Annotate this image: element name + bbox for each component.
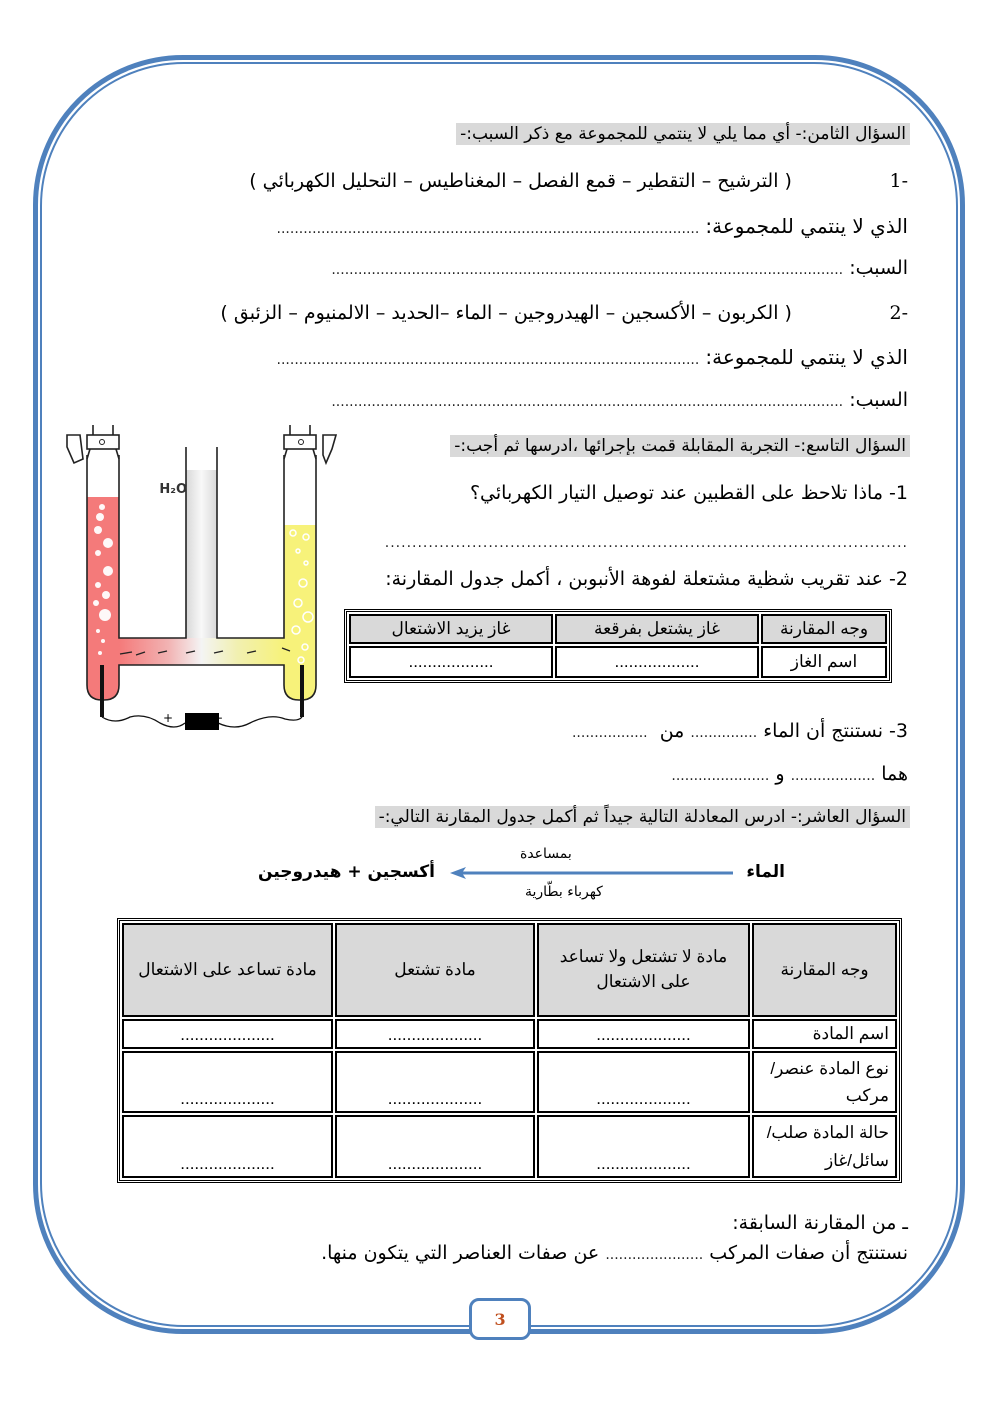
answer-cell[interactable]: .................... [335, 1019, 535, 1049]
row-label: نوع المادة عنصر/مركب [752, 1051, 897, 1113]
answer-cell[interactable]: .................... [335, 1115, 535, 1177]
q9-item-1-question: 1- ماذا تلاحظ على القطبين عند توصيل التيار الكهربائي؟ [469, 482, 908, 504]
q8-item-2-not-belong-blank[interactable]: ............................................................................................... [276, 352, 700, 368]
table-row [122, 1019, 897, 1049]
equation-condition-below: كهرباء بطّارية [525, 884, 603, 900]
equation-reactant: الماء [746, 862, 785, 882]
q8-item-2-reason-blank[interactable]: ................................................................................................................... [331, 394, 844, 410]
gas-comparison-table [344, 609, 892, 683]
table-header-cell: مادة تساعد على الاشتعال [122, 923, 333, 1017]
table-header-cell: غاز يشتعل بفرقعة [555, 614, 759, 644]
q8-item-1-reason-blank[interactable]: ................................................................................................................... [331, 262, 844, 278]
table-header-cell: مادة لا تشتعل ولا تساعد على الاشتعال [537, 923, 750, 1017]
row-label: اسم المادة [752, 1019, 897, 1049]
q8-item-1-reason-line: السبب: ................................................................................................................... [331, 257, 908, 279]
table-row [122, 1051, 897, 1113]
table-header-cell: وجه المقارنة [761, 614, 887, 644]
equation-condition-above: بمساعدة [520, 846, 572, 862]
q8-item-2-not-belong-line: الذي لا ينتمي للمجموعة: ............................................................................................... [276, 345, 908, 369]
q8-item-2-group [108, 302, 908, 324]
table-header-row [349, 614, 887, 644]
question-10-title: السؤال العاشر:- ادرس المعادلة التالية جيداً ثم أكمل جدول المقارنة التالي:- [375, 807, 910, 827]
question-8-title: السؤال الثامن:- أي مما يلي لا ينتمي للمجموعة مع ذكر السبب:- [456, 124, 910, 144]
q9-item-1-answer-blank[interactable]: ................................................................................................ [384, 535, 908, 551]
page-number: 3 [469, 1298, 531, 1340]
table-header-row [122, 923, 897, 1017]
q9-item-3-blank-3[interactable]: ................... [790, 768, 876, 784]
q9-item-3-line-2: هما ................... و ...................... [671, 763, 908, 785]
table-header-cell: وجه المقارنة [752, 923, 897, 1017]
answer-cell[interactable]: .................... [537, 1115, 750, 1177]
substance-comparison-table [117, 918, 902, 1183]
table-row [122, 1115, 897, 1177]
answer-cell[interactable]: .................... [122, 1019, 333, 1049]
table-header-cell: غاز يزيد الاشتعال [349, 614, 553, 644]
answer-cell[interactable]: .................... [537, 1051, 750, 1113]
q9-item-3-blank-1[interactable]: ............... [690, 725, 758, 741]
answer-cell[interactable]: .................. [349, 646, 553, 678]
answer-cell[interactable]: .................... [122, 1115, 333, 1177]
answer-cell[interactable]: .................... [335, 1051, 535, 1113]
q8-item-1-number: -1 [889, 170, 908, 192]
equation-products: أكسجين + هيدروجين [258, 862, 435, 882]
question-9-title: السؤال التاسع:- التجربة المقابلة قمت بإجرائها ،ادرسها ثم أجب:- [450, 436, 910, 456]
q8-item-1-not-belong-line: الذي لا ينتمي للمجموعة: ............................................................................................... [276, 214, 908, 238]
q10-conclusion-intro: ـ من المقارنة السابقة: [732, 1212, 908, 1234]
q9-item-2-question: 2- عند تقريب شظية مشتعلة لفوهة الأنبوبن ، أكمل جدول المقارنة: [385, 568, 908, 590]
electrolysis-apparatus-diagram [60, 425, 350, 740]
answer-cell[interactable]: .................... [122, 1051, 333, 1113]
q9-item-3-blank-2[interactable]: ................. [571, 725, 648, 741]
row-label-gas-name: اسم الغاز [761, 646, 887, 678]
row-label: حالة المادة صلب/سائل/غاز [752, 1115, 897, 1177]
svg-text:+: + [162, 711, 173, 725]
q9-item-3-blank-4[interactable]: ...................... [671, 768, 770, 784]
q10-conclusion-blank[interactable]: ...................... [605, 1247, 704, 1263]
q8-item-2-reason-line: السبب: ................................................................................................................... [331, 389, 908, 411]
q10-conclusion-line: نستنتج أن صفات المركب ...................... عن صفات العناصر التي يتكون منها. [321, 1242, 908, 1264]
answer-cell[interactable]: .................. [555, 646, 759, 678]
q9-item-3-line-1: 3- نستنتج أن الماء ............... من ................. [571, 720, 908, 742]
reaction-arrow-icon [450, 866, 735, 880]
svg-text:−: − [212, 711, 223, 725]
h2o-label: H₂O [159, 482, 187, 497]
q8-item-2-number: -2 [889, 302, 908, 324]
q8-item-1-options: ( الترشيح – التقطير – قمع الفصل – المغناطيس – التحليل الكهربائي ) [249, 170, 792, 192]
table-header-cell: مادة تشتعل [335, 923, 535, 1017]
q8-item-2-options: ( الكربون – الأكسجين – الهيدروجين – الماء –الحديد – الالمنيوم – الزئبق ) [220, 302, 792, 324]
q8-item-1-group [108, 170, 908, 192]
answer-cell[interactable]: .................... [537, 1019, 750, 1049]
q8-item-1-not-belong-blank[interactable]: ............................................................................................... [276, 221, 700, 237]
table-row [349, 646, 887, 678]
